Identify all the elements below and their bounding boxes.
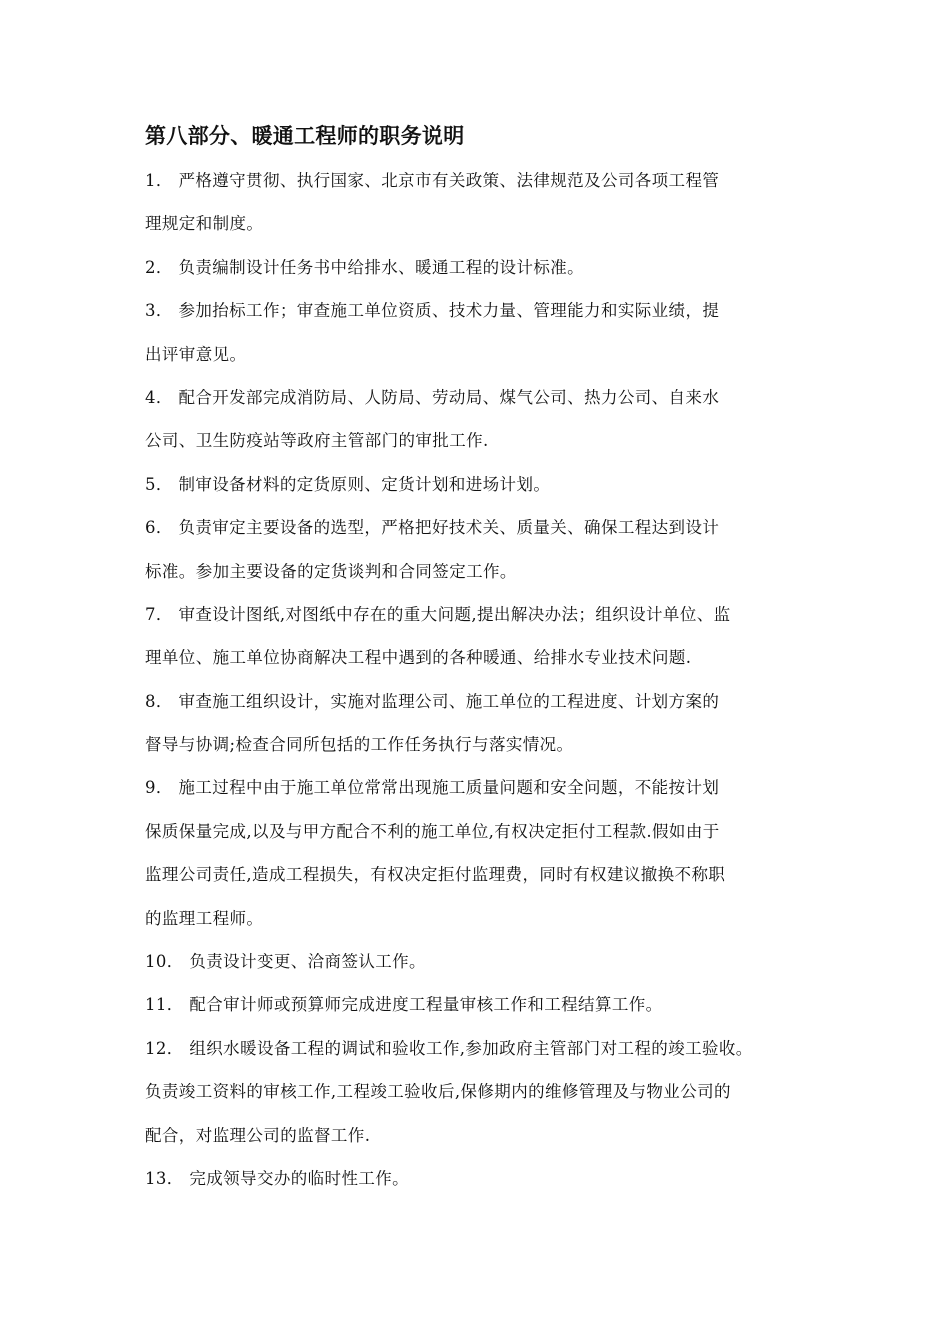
- body-line: 标准。参加主要设备的定货谈判和合同签定工作。: [145, 561, 517, 581]
- document-body: [145, 164, 845, 1205]
- body-line: 公司、卫生防疫站等政府主管部门的审批工作.: [145, 431, 489, 451]
- body-line: 保质保量完成,以及与甲方配合不利的施工单位,有权决定拒付工程款.假如由于: [145, 821, 720, 841]
- body-line: 10． 负责设计变更、洽商签认工作。: [145, 952, 426, 972]
- body-line: 负责竣工资料的审核工作,工程竣工验收后,保修期内的维修管理及与物业公司的: [145, 1082, 731, 1102]
- document-title: 第八部分、暖通工程师的职务说明: [145, 123, 465, 148]
- body-line: 9． 施工过程中由于施工单位常常出现施工质量问题和安全问题，不能按计划: [145, 778, 720, 798]
- body-line: 1． 严格遵守贯彻、执行国家、北京市有关政策、法律规范及公司各项工程管: [145, 171, 720, 190]
- body-line: 督导与协调;检查合同所包括的工作任务执行与落实情况。: [145, 735, 574, 755]
- body-line: 5． 制审设备材料的定货原则、定货计划和进场计划。: [145, 474, 551, 494]
- body-line: 2． 负责编制设计任务书中给排水、暖通工程的设计标准。: [145, 257, 585, 277]
- body-line: 8． 审查施工组织设计，实施对监理公司、施工单位的工程进度、计划方案的: [145, 691, 720, 711]
- body-line: 7． 审查设计图纸,对图纸中存在的重大问题,提出解决办法；组织设计单位、监: [145, 604, 731, 624]
- body-line: 6． 负责审定主要设备的选型，严格把好技术关、质量关、确保工程达到设计: [145, 518, 720, 538]
- body-line: 出评审意见。: [145, 344, 247, 364]
- body-line: 监理公司责任,造成工程损失，有权决定拒付监理费，同时有权建议撤换不称职: [145, 865, 726, 885]
- body-line: 3． 参加抬标工作；审查施工单位资质、技术力量、管理能力和实际业绩，提: [145, 301, 720, 321]
- body-line: 13． 完成领导交办的临时性工作。: [145, 1168, 410, 1188]
- body-line: 配合，对监理公司的监督工作.: [145, 1125, 371, 1145]
- body-line: 理单位、施工单位协商解决工程中遇到的各种暖通、给排水专业技术问题.: [145, 648, 692, 668]
- body-line: 的监理工程师。: [145, 908, 264, 928]
- body-line: 4． 配合开发部完成消防局、人防局、劳动局、煤气公司、热力公司、自来水: [145, 387, 720, 407]
- body-line: 理规定和制度。: [145, 214, 264, 234]
- body-line: 12． 组织水暖设备工程的调试和验收工作,参加政府主管部门对工程的竣工验收。: [145, 1038, 753, 1058]
- body-line: 11． 配合审计师或预算师完成进度工程量审核工作和工程结算工作。: [145, 995, 663, 1015]
